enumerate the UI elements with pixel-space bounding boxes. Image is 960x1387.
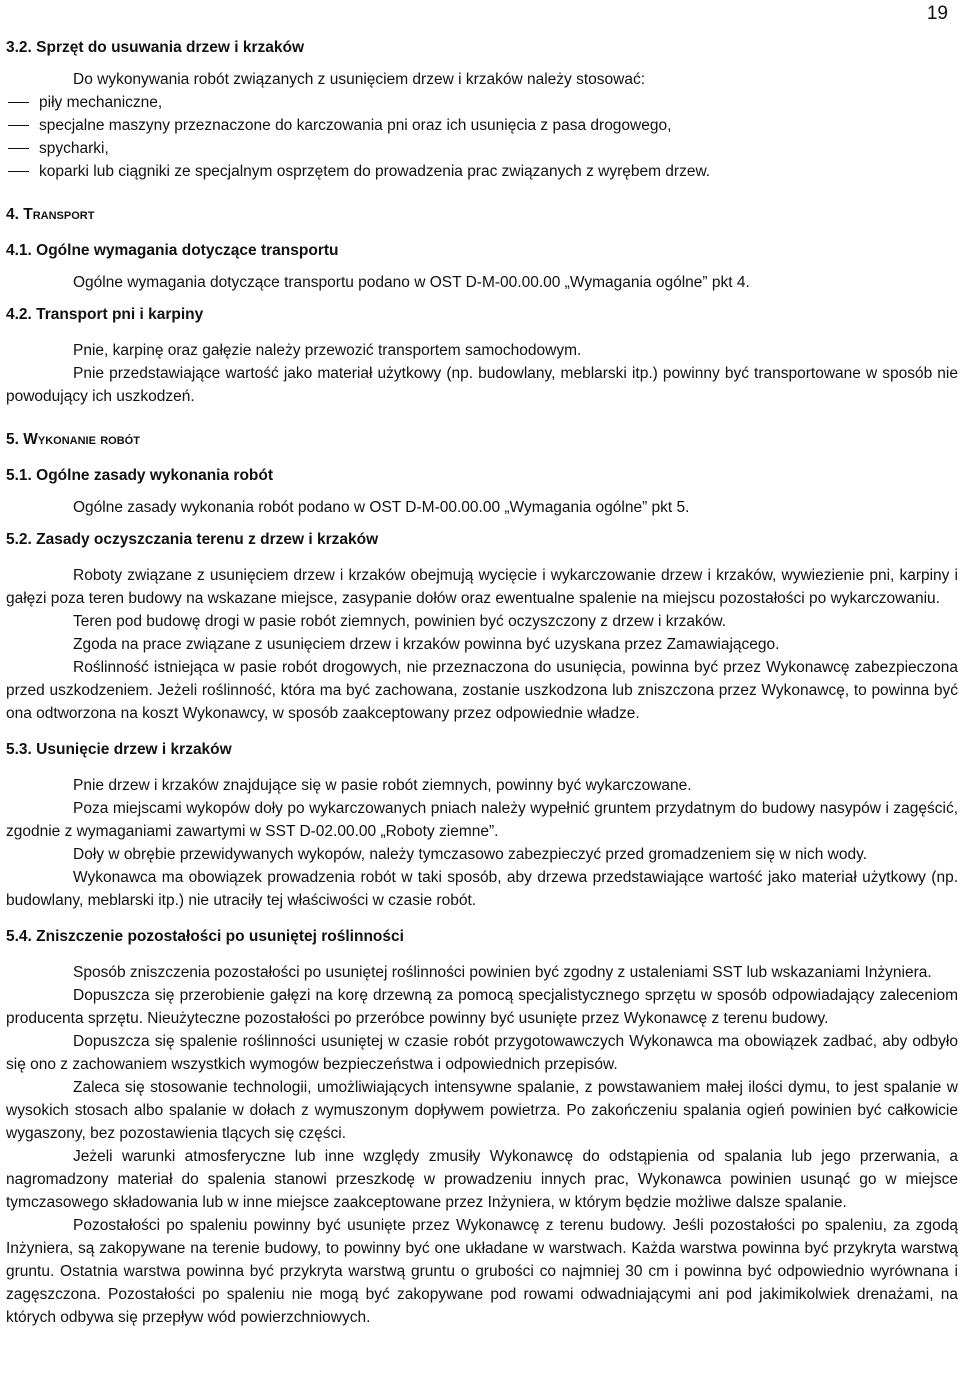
paragraph: Pnie przedstawiające wartość jako materiał użytkowy (np. budowlany, meblarski itp.) powinny być transportowane w sposób nie powodujący ich uszkodzeń. <box>6 365 958 405</box>
section-number: 4. <box>6 206 24 223</box>
paragraph: Ogólne zasady wykonania robót podano w OST D-M-00.00.00 „Wymagania ogólne” pkt 5. <box>73 499 690 516</box>
paragraph: Pnie, karpinę oraz gałęzie należy przewozić transportem samochodowym. <box>73 342 582 359</box>
paragraph: Doły w obrębie przewidywanych wykopów, należy tymczasowo zabezpieczyć przed gromadzeniem się w nich wody. <box>73 846 868 863</box>
section-number: 5. <box>6 431 24 448</box>
heading-5-4: 5.4. Zniszczenie pozostałości po usuniętej roślinności <box>6 928 404 945</box>
paragraph: Sposób zniszczenia pozostałości po usuniętej roślinności powinien być zgodny z ustaleniami SST lub wskazaniami Inżyniera. <box>73 964 932 981</box>
heading-5 <box>6 428 958 451</box>
paragraph: Poza miejscami wykopów doły po wykarczowanych pniach należy wypełnić gruntem przydatnym do budowy nasypów i zagęścić, zgodnie z wymaganiami zawartymi w SST D-02.00.00 „Roboty ziemne”. <box>6 800 958 840</box>
paragraph: Roślinność istniejąca w pasie robót drogowych, nie przeznaczona do usunięcia, powinna być przez Wykonawcę zabezpieczona przed uszkodzeniem. Jeżeli roślinność, która ma być zachowana, zostanie uszkodzona lub zniszczona przez Wykonawcę, to powinna być ona odtworzona na koszt Wykonawcy, w sposób zaakceptowany przez odpowiednie władze. <box>6 659 958 722</box>
paragraph: Ogólne wymagania dotyczące transportu podano w OST D-M-00.00.00 „Wymagania ogólne” pkt 4. <box>73 274 750 291</box>
paragraph: Dopuszcza się spalenie roślinności usuniętej w czasie robót przygotowawczych Wykonawca ma obowiązek zadbać, aby odbyło się ono z zachowaniem wszystkich wymogów bezpieczeństwa i odpowiednich przepisów. <box>6 1033 958 1073</box>
paragraph: Teren pod budowę drogi w pasie robót ziemnych, powinien być oczyszczony z drzew i krzaków. <box>73 613 727 630</box>
paragraph: Roboty związane z usunięciem drzew i krzaków obejmują wycięcie i wykarczowanie drzew i krzaków, wywiezienie pni, karpiny i gałęzi poza teren budowy na wskazane miejsce, zasypanie dołów oraz ewentualne spalenie na miejscu pozostałości po wykarczowaniu. <box>6 567 958 607</box>
equipment-list <box>6 91 958 183</box>
list-item: piły mechaniczne, <box>6 91 958 114</box>
paragraph: Pozostałości po spaleniu powinny być usunięte przez Wykonawcę z terenu budowy. Jeśli pozostałości po spaleniu, za zgodą Inżyniera, są zakopywane na terenie budowy, to powinny być one układane w warstwach. Każda warstwa powinna być przykryta warstwą gruntu. Ostatnia warstwa powinna być przykryta warstwą gruntu o grubości co najmniej 30 cm i powinna być odpowiednio wyrównana i zagęszczona. Pozostałości po spaleniu nie mogą być zakopywane pod rowami odwadniającymi ani pod jakimikolwiek drenażami, na których odbywa się przepływ wód powierzchniowych. <box>6 1217 958 1326</box>
list-item: specjalne maszyny przeznaczone do karczowania pni oraz ich usunięcia z pasa drogowego, <box>6 114 958 137</box>
heading-5-1: 5.1. Ogólne zasady wykonania robót <box>6 467 274 484</box>
paragraph: Wykonawca ma obowiązek prowadzenia robót w taki sposób, aby drzewa przedstawiające wartość jako materiał użytkowy (np. budowlany, meblarski itp.) nie utraciły tej właściwości w czasie robót. <box>6 869 958 909</box>
section-title: Wykonanie robót <box>23 431 140 448</box>
paragraph: Pnie drzew i krzaków znajdujące się w pasie robót ziemnych, powinny być wykarczowane. <box>73 777 692 794</box>
page-number: 19 <box>926 3 948 24</box>
page-content <box>6 36 958 1329</box>
heading-4 <box>6 203 958 226</box>
heading-4-2: 4.2. Transport pni i karpiny <box>6 306 204 323</box>
paragraph: Zgoda na prace związane z usunięciem drzew i krzaków powinna być uzyskana przez Zamawiającego. <box>73 636 780 653</box>
heading-4-1: 4.1. Ogólne wymagania dotyczące transportu <box>6 242 339 259</box>
paragraph: Zaleca się stosowanie technologii, umożliwiających intensywne spalanie, z powstawaniem małej ilości dymu, to jest spalanie w wysokich stosach albo spalanie w dołach z wymuszonym dopływem powietrza. Po zakończeniu spalania ogień powinien być całkowicie wygaszony, bez pozostawienia tlących się części. <box>6 1079 958 1142</box>
heading-5-3: 5.3. Usunięcie drzew i krzaków <box>6 741 232 758</box>
list-item: spycharki, <box>6 137 958 160</box>
paragraph: Jeżeli warunki atmosferyczne lub inne względy zmusiły Wykonawcę do odstąpienia od spalania lub jego przerwania, a nagromadzony materiał do spalenia stanowi przeszkodę w prowadzeniu innych prac, Wykonawca powinien usunąć go w miejsce tymczasowego składowania lub w inne miejsce zaakceptowane przez Inżyniera, w którym będzie możliwe dalsze spalanie. <box>6 1148 958 1211</box>
heading-3-2: 3.2. Sprzęt do usuwania drzew i krzaków <box>6 39 305 56</box>
equipment-intro: Do wykonywania robót związanych z usunięciem drzew i krzaków należy stosować: <box>73 71 646 88</box>
list-item: koparki lub ciągniki ze specjalnym osprzętem do prowadzenia prac związanych z wyrębem drzew. <box>6 160 958 183</box>
heading-5-2: 5.2. Zasady oczyszczania terenu z drzew i krzaków <box>6 531 379 548</box>
paragraph: Dopuszcza się przerobienie gałęzi na korę drzewną za pomocą specjalistycznego sprzętu w sposób odpowiadający zaleceniom producenta sprzętu. Nieużyteczne pozostałości po przeróbce powinny być usunięte przez Wykonawcę z terenu budowy. <box>6 987 958 1027</box>
section-title: Transport <box>23 206 95 223</box>
